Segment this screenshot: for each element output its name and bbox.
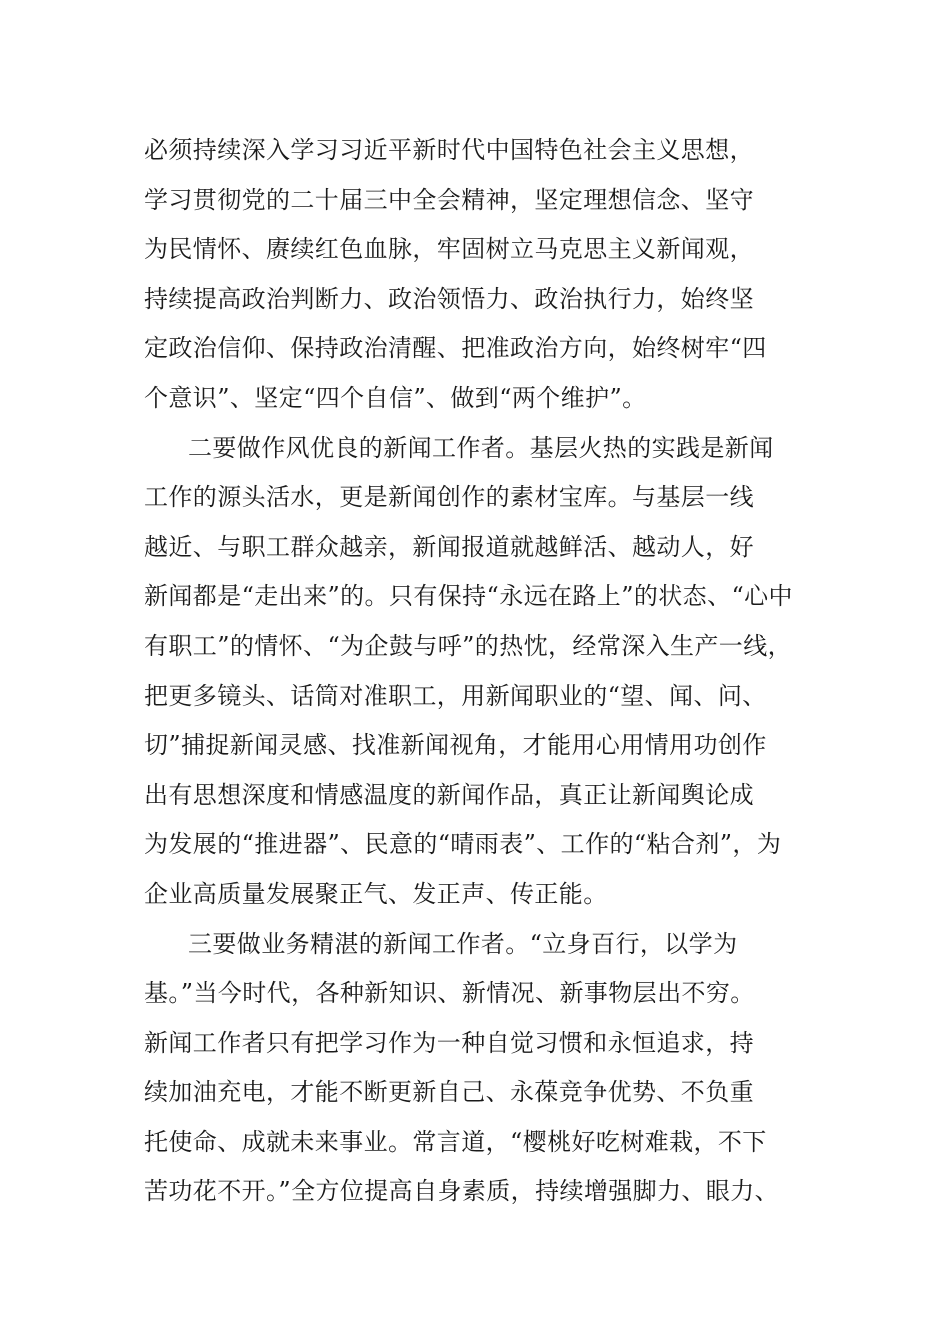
- text-line: 持续提高政治判断力、政治领悟力、政治执行力，始终坚: [144, 284, 754, 313]
- text-line: 新闻都是“走出来”的。只有保持“永远在路上”的状态、“心中: [144, 582, 793, 611]
- text-line: 基。”当今时代，各种新知识、新情况、新事物层出不穷。: [144, 979, 755, 1008]
- body-text: [144, 126, 824, 1217]
- text-line: 新闻工作者只有把学习作为一种自觉习惯和永恒追求，持: [144, 1028, 754, 1057]
- text-line: 学习贯彻党的二十届三中全会精神，坚定理想信念、坚守: [144, 185, 754, 214]
- text-line: 三要做业务精湛的新闻工作者。“立身百行，以学为: [188, 929, 738, 958]
- text-line: 为发展的“推进器”、民意的“晴雨表”、工作的“粘合剂”，为: [144, 830, 782, 859]
- text-line: 托使命、成就未来事业。常言道，“樱桃好吃树难栽，不下: [144, 1127, 767, 1156]
- text-line: 有职工”的情怀、“为企鼓与呼”的热忱，经常深入生产一线，: [144, 631, 793, 660]
- text-line: 定政治信仰、保持政治清醒、把准政治方向，始终树牢“四: [144, 334, 767, 363]
- text-line: 越近、与职工群众越亲，新闻报道就越鲜活、越动人，好: [144, 532, 754, 561]
- text-line: 出有思想深度和情感温度的新闻作品，真正让新闻舆论成: [144, 780, 754, 809]
- text-line: 切”捕捉新闻灵感、找准新闻视角，才能用心用情用功创作: [144, 731, 767, 760]
- text-line: 个意识”、坚定“四个自信”、做到“两个维护”。: [144, 383, 647, 412]
- text-line: 必须持续深入学习习近平新时代中国特色社会主义思想，: [144, 136, 754, 164]
- text-line: 企业高质量发展聚正气、发正声、传正能。: [144, 879, 608, 908]
- text-line: 苦功花不开。”全方位提高自身素质，持续增强脚力、眼力、: [144, 1177, 780, 1206]
- text-line: 二要做作风优良的新闻工作者。基层火热的实践是新闻: [188, 433, 774, 462]
- text-line: 为民情怀、赓续红色血脉，牢固树立马克思主义新闻观，: [144, 235, 754, 264]
- text-line: 把更多镜头、话筒对准职工，用新闻职业的“望、闻、问、: [144, 681, 767, 710]
- text-line: 工作的源头活水，更是新闻创作的素材宝库。与基层一线: [144, 483, 754, 512]
- text-line: 续加油充电，才能不断更新自己、永葆竞争优势、不负重: [144, 1078, 754, 1107]
